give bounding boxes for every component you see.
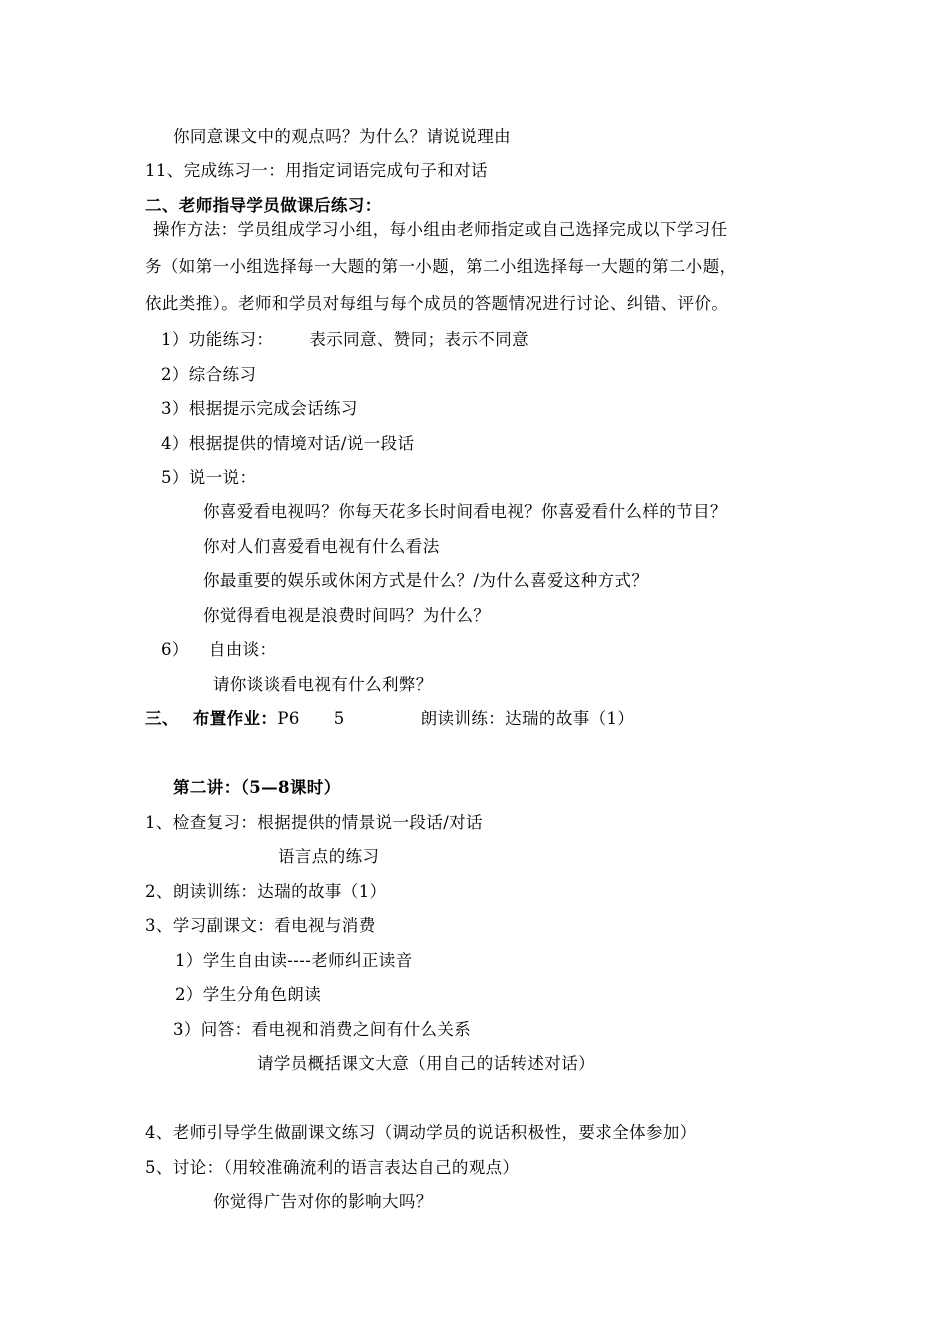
list-item: 1）学生自由读----老师纠正读音 [175,951,413,970]
text-line: 语言点的练习 [278,847,380,866]
list-item: 3）问答：看电视和消费之间有什么关系 [173,1020,472,1039]
section-title: 布置作业： [192,709,278,728]
exercise-number: 5 [333,709,345,728]
page-ref: P6 [277,709,300,728]
question-line: 你觉得看电视是浪费时间吗？为什么？ [203,606,491,625]
list-item [161,639,276,661]
question-line: 你最重要的娱乐或休闲方式是什么？/为什么喜爱这种方式？ [203,571,649,590]
text-line: 1、检查复习：根据提供的情景说一段话/对话 [145,813,483,832]
section-heading [145,708,634,730]
question-line: 你对人们喜爱看电视有什么看法 [203,537,440,556]
list-item-label: 6） [161,640,189,659]
section-number: 三、 [145,709,179,728]
text-line: 4、老师引导学生做副课文练习（调动学员的说话积极性，要求全体参加） [145,1123,697,1142]
question-line: 你喜爱看电视吗？你每天花多长时间看电视？你喜爱看什么样的节目？ [203,502,727,521]
text-line: 你同意课文中的观点吗？为什么？请说说理由 [173,127,511,146]
list-item: 2）综合练习 [161,365,257,384]
list-item: 2）学生分角色朗读 [175,985,322,1004]
text-line: 操作方法：学员组成学习小组，每小组由老师指定或自己选择完成以下学习任 [153,220,728,239]
list-item-text: 表示同意、赞同；表示不同意 [309,330,530,349]
question-line: 请你谈谈看电视有什么利弊？ [213,675,433,694]
section-heading: 二、老师指导学员做课后练习： [145,196,382,215]
list-item-label: 1）功能练习： [161,330,274,349]
list-item: 4）根据提供的情境对话/说一段话 [161,434,415,453]
lecture-title: 第二讲：（5—8课时） [173,778,341,797]
text-line: 3、学习副课文：看电视与消费 [145,916,376,935]
list-item: 5）说一说： [161,468,257,487]
question-line: 你觉得广告对你的影响大吗？ [213,1192,433,1211]
list-item-text: 自由谈： [208,640,277,659]
text-line: 务（如第一小组选择每一大题的第一小题，第二小组选择每一大题的第二小题， [145,257,737,276]
text-line: 依此类推）。老师和学员对每组与每个成员的答题情况进行讨论、纠错、评价。 [145,294,729,313]
list-item: 3）根据提示完成会话练习 [161,399,358,418]
text-line: 11、完成练习一：用指定词语完成句子和对话 [145,161,488,180]
text-line: 请学员概括课文大意（用自己的话转述对话） [257,1054,595,1073]
text-line: 2、朗读训练：达瑞的故事（1） [145,882,387,901]
list-item [161,329,529,351]
reading-task: 朗读训练：达瑞的故事（1） [420,709,635,728]
text-line: 5、讨论：（用较准确流利的语言表达自己的观点） [145,1158,520,1177]
